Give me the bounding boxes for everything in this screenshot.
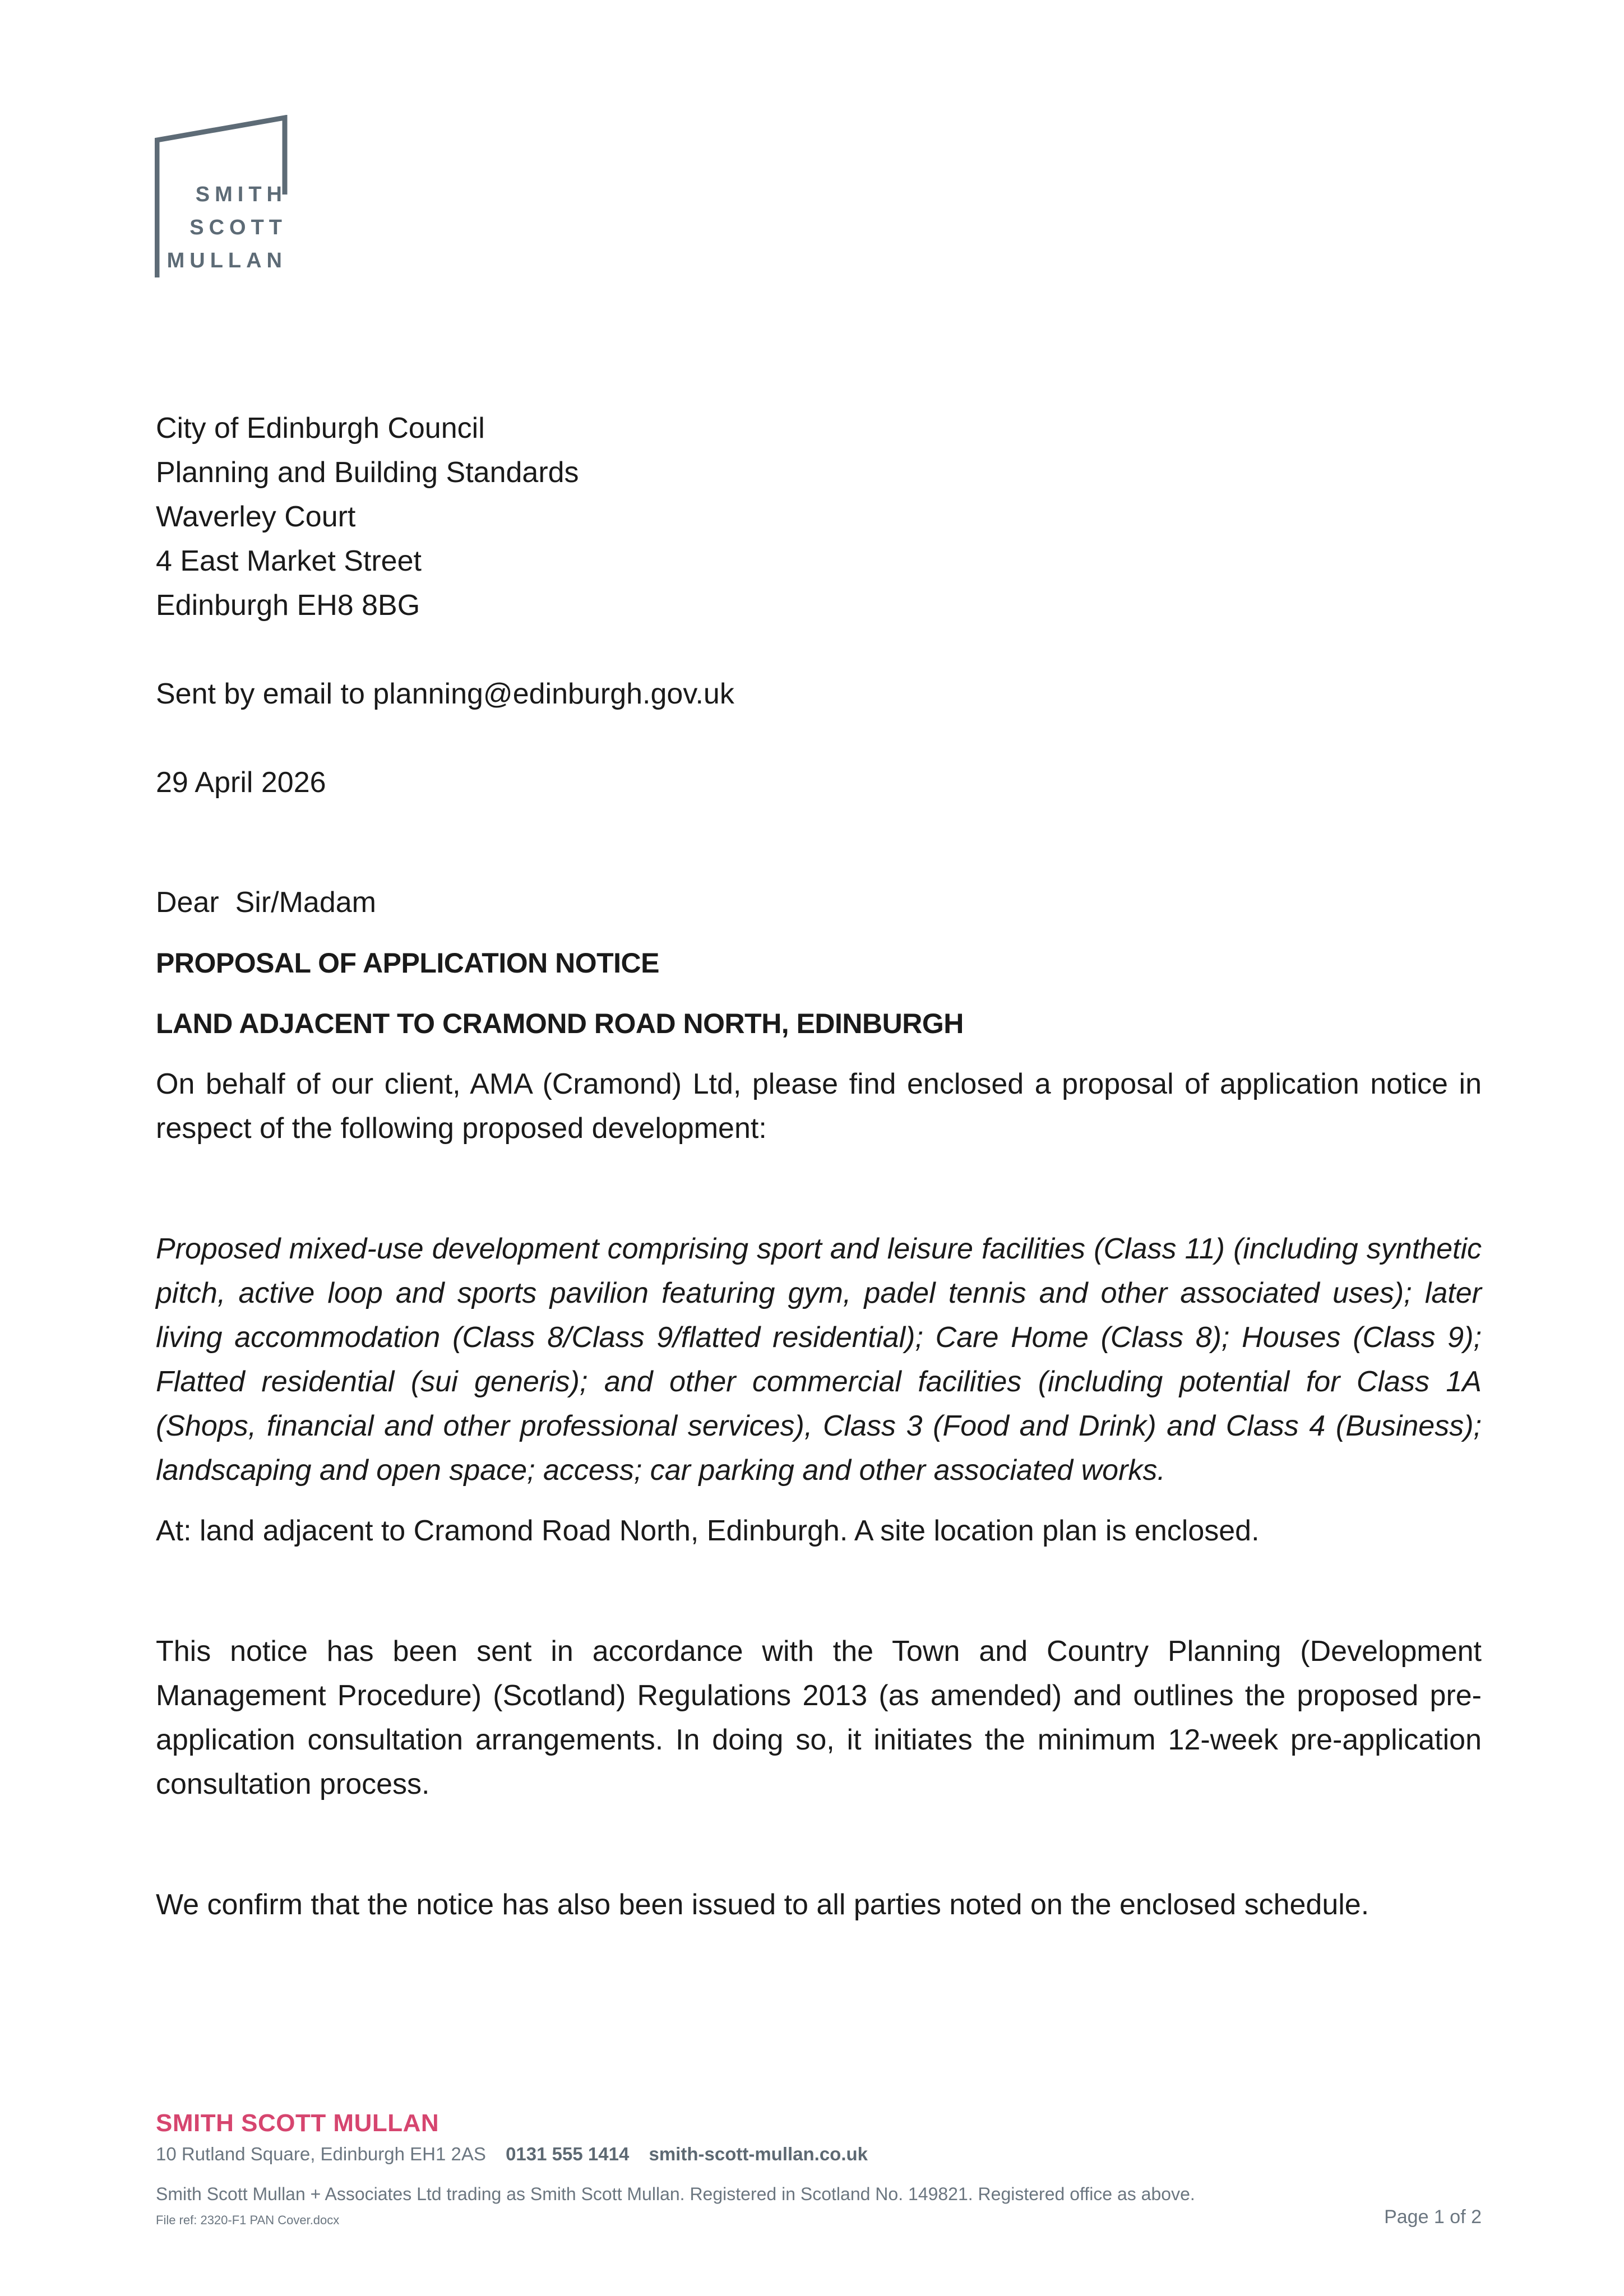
address-line: Edinburgh EH8 8BG <box>156 589 420 622</box>
logo-text-scott: SCOTT <box>189 216 287 239</box>
heading-proposal-notice: PROPOSAL OF APPLICATION NOTICE <box>156 947 660 979</box>
address-line: 4 East Market Street <box>156 545 422 577</box>
address-line: Waverley Court <box>156 501 356 533</box>
logo-text-mullan: MULLAN <box>166 249 287 272</box>
heading-site: LAND ADJACENT TO CRAMOND ROAD NORTH, EDINBURGH <box>156 1008 964 1039</box>
footer-contact-line <box>156 2139 1482 2169</box>
footer-file-ref: File ref: 2320-F1 PAN Cover.docx <box>156 2213 340 2227</box>
letter-body <box>156 406 1482 1927</box>
company-logo <box>155 115 289 283</box>
sent-by-email-line: Sent by email to planning@edinburgh.gov.uk <box>156 678 734 710</box>
footer-bottom-row <box>156 2206 1482 2232</box>
letter-date: 29 April 2026 <box>156 766 326 799</box>
footer-address: 10 Rutland Square, Edinburgh EH1 2AS <box>156 2144 486 2164</box>
paragraph-regulations: This notice has been sent in accordance with the Town and Country Planning (Development Management Procedure) (Scotland) Regulations 2013 (as amended) and outlines the proposed pre-application consultation arrangements. In doing so, it initiates the minimum 12-week pre-application consultation process. <box>156 1635 1482 1800</box>
recipient-address <box>156 406 1482 628</box>
paragraph-intro: On behalf of our client, AMA (Cramond) Ltd, please find enclosed a proposal of application notice in respect of the following proposed development: <box>156 1068 1482 1145</box>
paragraph-confirmation: We confirm that the notice has also been issued to all parties noted on the enclosed schedule. <box>156 1888 1369 1921</box>
page-number: Page 1 of 2 <box>1384 2206 1482 2228</box>
paragraph-site-location: At: land adjacent to Cramond Road North, Edinburgh. A site location plan is enclosed. <box>156 1515 1260 1547</box>
footer-registration: Smith Scott Mullan + Associates Ltd trading as Smith Scott Mullan. Registered in Scotland No. 149821. Registered office as above. <box>156 2184 1195 2204</box>
footer-website: smith-scott-mullan.co.uk <box>649 2144 868 2164</box>
logo-text-smith: SMITH <box>195 183 287 206</box>
footer-brand: SMITH SCOTT MULLAN <box>156 2109 439 2137</box>
address-line: Planning and Building Standards <box>156 456 579 489</box>
letter-footer <box>156 2108 1482 2232</box>
footer-phone: 0131 555 1414 <box>506 2144 630 2164</box>
address-line: City of Edinburgh Council <box>156 412 485 445</box>
salutation: Dear Sir/Madam <box>156 886 376 919</box>
paragraph-development-description: Proposed mixed-use development comprising sport and leisure facilities (Class 11) (including synthetic pitch, active loop and sports pavilion featuring gym, padel tennis and other associated uses); later living accommodation (Class 8/Class 9/flatted residential); Care Home (Class 8); Houses (Class 9); Flatted residential (sui generis); and other commercial facilities (including potential for Class 1A (Shops, financial and other professional services), Class 3 (Food and Drink) and Class 4 (Business); landscaping and open space; access; car parking and other associated works. <box>156 1233 1482 1487</box>
